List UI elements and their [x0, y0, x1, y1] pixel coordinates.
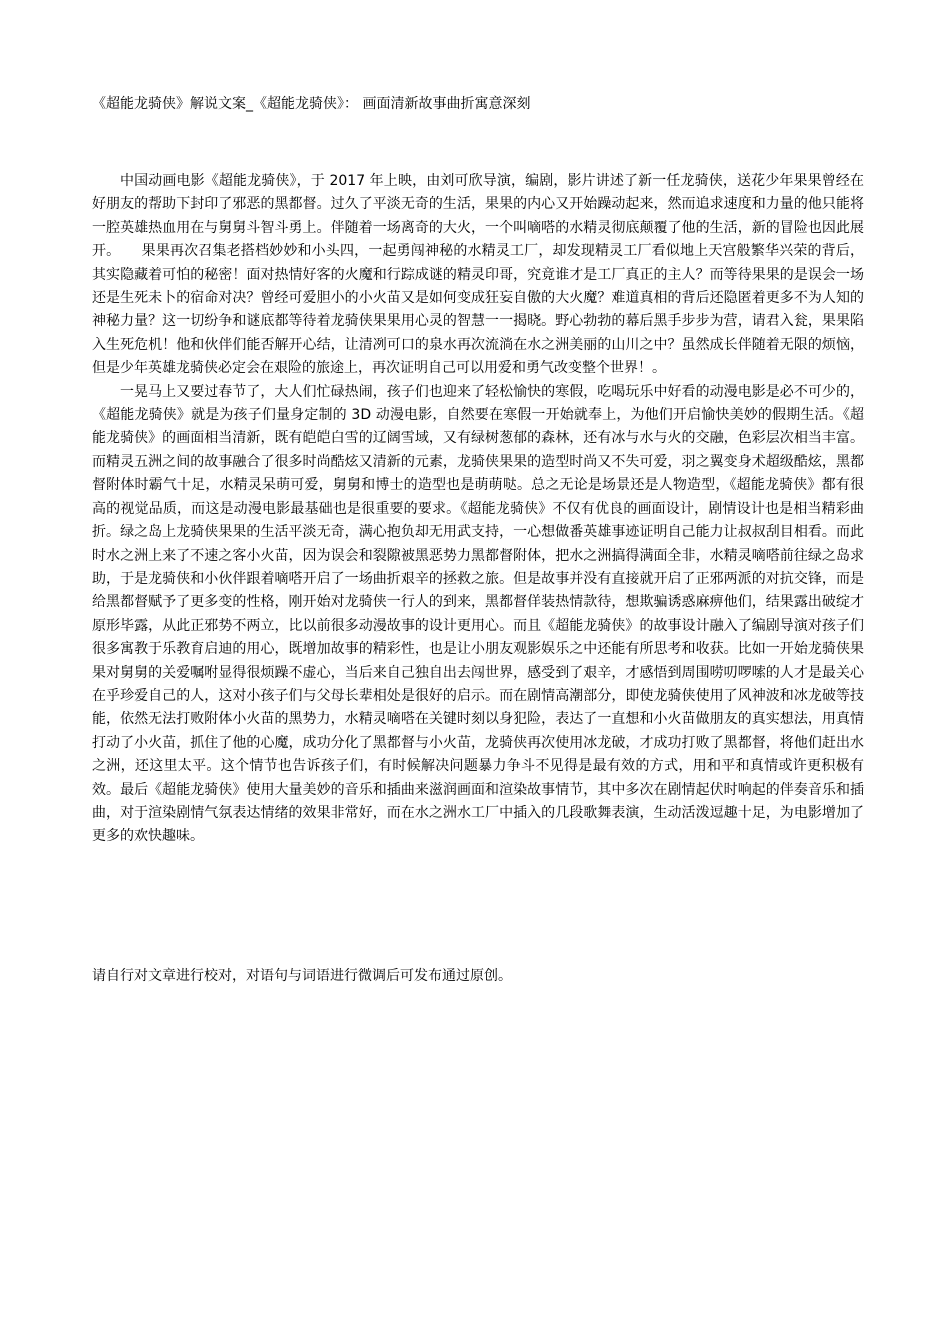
- footer-note: 请自行对文章进行校对，对语句与词语进行微调后可发布通过原创。: [92, 968, 512, 984]
- document-title: 《超能龙骑侠》解说文案_《超能龙骑侠》： 画面清新故事曲折寓意深刻: [92, 96, 531, 112]
- document-body: [92, 170, 864, 849]
- paragraph-synopsis: 中国动画电影《超能龙骑侠》，于 2017 年上映，由刘可欣导演，编剧，影片讲述了新一任龙骑侠，送花少年果果曾经在好朋友的帮助下封印了邪恶的黑都督。过久了平淡无奇的生活，果果的内心又开始躁动起来，然而追求速度和力量的他只能将一腔英雄热血用在与舅舅斗智斗勇上。伴随着一场离奇的大火，一个叫嘀嗒的水精灵彻底颠覆了他的生活，新的冒险也因此展开。 果果再次召集老搭档妙妙和小头四，一起勇闯神秘的水精灵工厂，却发现精灵工厂看似地上天宫般繁华兴荣的背后，其实隐藏着可怕的秘密！面对热情好客的火魔和行踪成谜的精灵印哥，究竟谁才是工厂真正的主人？而等待果果的是误会一场还是生死未卜的宿命对决？曾经可爱胆小的小火苗又是如何变成狂妄自傲的大火魔？难道真相的背后还隐匿着更多不为人知的神秘力量？这一切纷争和谜底都等待着龙骑侠果果用心灵的智慧一一揭晓。野心勃勃的幕后黑手步步为营，请君入瓮，果果陷入生死危机！他和伙伴们能否解开心结，让清冽可口的泉水再次流淌在水之洲美丽的山川之中？虽然成长伴随着无限的烦恼，但是少年英雄龙骑侠必定会在艰险的旅途上，再次证明自己可以用爱和勇气改变整个世界！。: [92, 173, 864, 377]
- paragraph-review: 一晃马上又要过春节了，大人们忙碌热闹，孩子们也迎来了轻松愉快的寒假，吃喝玩乐中好看的动漫电影是必不可少的，《超能龙骑侠》就是为孩子们量身定制的 3D 动漫电影，自然要在寒假一开始就奉上，为他们开启愉快美妙的假期生活。《超能龙骑侠》的画面相当清新，既有皑皑白雪的辽阔雪域，又有绿树葱郁的森林，还有冰与水与火的交融，色彩层次相当丰富。而精灵五洲之间的故事融合了很多时尚酷炫又清新的元素，龙骑侠果果的造型时尚又不失可爱，羽之翼变身术超级酷炫，黑都督附体时霸气十足，水精灵呆萌可爱，舅舅和博士的造型也是萌萌哒。总之无论是场景还是人物造型，《超能龙骑侠》都有很高的视觉品质，而这是动漫电影最基础也是很重要的要求。《超能龙骑侠》不仅有优良的画面设计，剧情设计也是相当精彩曲折。绿之岛上龙骑侠果果的生活平淡无奇，满心抱负却无用武支持，一心想做番英雄事迹证明自己能力让叔叔刮目相看。而此时水之洲上来了不速之客小火苗，因为误会和裂隙被黑恶势力黑都督附体，把水之洲搞得满面全非，水精灵嘀嗒前往绿之岛求助，于是龙骑侠和小伙伴跟着嘀嗒开启了一场曲折艰辛的拯救之旅。但是故事并没有直接就开启了正邪两派的对抗交锋，而是给黑都督赋予了更多变的性格，刚开始对龙骑侠一行人的到来，黑都督佯装热情款待，想欺骗诱惑麻痹他们，结果露出破绽才原形毕露，从此正邪势不两立，比以前很多动漫故事的设计更用心。而且《超能龙骑侠》的故事设计融入了编剧导演对孩子们很多寓教于乐教育启迪的用心，既增加故事的精彩性，也是让小朋友观影娱乐之中还能有所思考和收获。比如一开始龙骑侠果果对舅舅的关爱嘱咐显得很烦躁不虚心，当后来自己独自出去闯世界，感受到了艰辛，才感悟到周围唠叨啰嗦的人才是最关心在乎珍爱自己的人，这对小孩子们与父母长辈相处是很好的启示。而在剧情高潮部分，即使龙骑侠使用了风神波和冰龙破等技能，依然无法打败附体小火苗的黑势力，水精灵嘀嗒在关键时刻以身犯险，表达了一直想和小火苗做朋友的真实想法，用真情打动了小火苗，抓住了他的心魔，成功分化了黑都督与小火苗，龙骑侠再次使用冰龙破，才成功打败了黑都督，将他们赶出水之洲，还这里太平。这个情节也告诉孩子们，有时候解决问题暴力争斗不见得是最有效的方式，用和平和真情或许更积极有效。最后《超能龙骑侠》使用大量美妙的音乐和插曲来滋润画面和渲染故事情节，其中多次在剧情起伏时响起的伴奏音乐和插曲，对于渲染剧情气氛表达情绪的效果非常好，而在水之洲水工厂中插入的几段歌舞表演，生动活泼逗趣十足，为电影增加了更多的欢快趣味。: [92, 383, 864, 845]
